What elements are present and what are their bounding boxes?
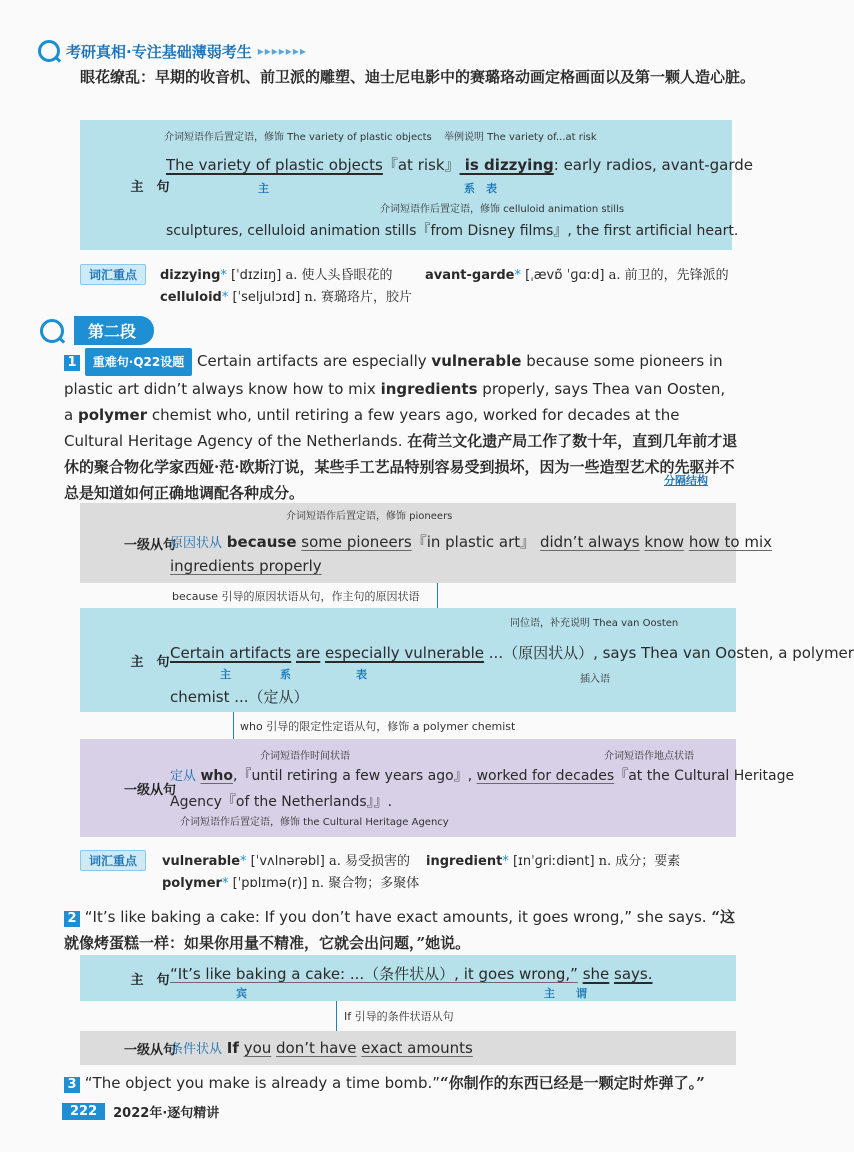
vocab-entry: ingredient* [ɪnˈɡriːdiənt] n. 成分；要素 <box>426 854 681 869</box>
role-subject: 主 <box>544 987 555 1000</box>
search-q-icon <box>38 40 60 62</box>
example-phrase: : early radios, avant-garde <box>553 156 753 174</box>
main-subject: Certain artifacts <box>170 644 292 662</box>
box-label: 主 句 <box>130 654 170 670</box>
sentence-translation: “这就像烤蛋糕一样：如果你用量不精准，它就会出问题，”她说。 <box>64 908 735 952</box>
analysis-box-clause-2 <box>80 739 795 837</box>
vocab-phonetic: [ˈvʌlnərəbl] <box>250 854 325 869</box>
connector-label: who 引导的限定性定语从句，修饰 a polymer chemist <box>240 720 516 733</box>
annotation-example: 举例说明 The variety of...at risk <box>444 132 597 143</box>
conjunction: because <box>226 533 297 551</box>
clause-object: how to mix <box>688 533 773 551</box>
clause-predicate: don’t have <box>276 1039 357 1057</box>
sentence-line-1 <box>170 963 653 984</box>
footer-title: 2022年·逐句精讲 <box>113 1106 220 1121</box>
section-title: 第二段 <box>74 316 154 345</box>
modifier-phrase: 『at the Cultural Heritage <box>614 768 795 784</box>
vocab-word: vulnerable <box>162 854 241 869</box>
analysis-box-clause-1 <box>80 503 773 583</box>
clause-subject: who <box>200 768 233 784</box>
sentence-text: Certain artifacts are especially <box>197 352 432 370</box>
clause-predicate: didn’t always <box>539 533 640 551</box>
role-predicative: 表 <box>356 668 367 681</box>
sentence-number: 3 <box>64 1077 80 1093</box>
modifier-phrase: 『in plastic art』 <box>411 533 536 551</box>
vocab-word: ingredient <box>426 854 503 869</box>
vocab-phonetic: [ˈpɒlɪmə(r)] <box>232 876 308 891</box>
vocab-word: celluloid <box>160 290 222 305</box>
analysis-box-main-1 <box>80 120 753 250</box>
vocab-tag: 词汇重点 <box>80 264 146 285</box>
sentence-line-1 <box>166 154 753 175</box>
vocab-phonetic: [ɪnˈɡriːdiənt] <box>512 854 595 869</box>
vocab-word: avant-garde <box>425 268 515 283</box>
connector-line <box>233 712 234 740</box>
key-word: ingredients <box>380 380 478 398</box>
sentence-number: 1 <box>64 355 80 371</box>
analysis-box-main-3 <box>80 955 736 1001</box>
main-link-verb: are <box>296 644 321 662</box>
clause-subject: you <box>243 1039 272 1057</box>
role-subject: 主 <box>258 182 269 195</box>
sentence-line-2: Agency『of the Netherlands』』. <box>170 794 393 810</box>
box-label: 一级从句 <box>123 1042 176 1058</box>
vocab-definition: a. 前卫的，先锋派的 <box>608 268 729 283</box>
main-verb: says. <box>614 965 653 983</box>
box-label: 一级从句 <box>123 537 176 553</box>
role-link-predicative: 系 表 <box>464 182 497 195</box>
analysis-box-clause-3 <box>80 1031 736 1065</box>
header-title: 考研真相·专注基础薄弱考生 <box>66 42 252 61</box>
vocab-definition: a. 使人头昏眼花的 <box>285 268 393 283</box>
sentence-line-2: chemist ...（定从） <box>170 688 309 706</box>
connector-label: If 引导的条件状语从句 <box>344 1010 454 1023</box>
sentence-line-2: sculptures, celluloid animation stills『from Disney films』, the first artificial heart. <box>166 223 739 239</box>
key-word: vulnerable <box>431 352 522 370</box>
box-label: 主 句 <box>130 972 170 988</box>
vocab-tag: 词汇重点 <box>80 850 146 871</box>
split-structure-label: 分隔结构 <box>664 474 708 487</box>
clause-subject: some pioneers <box>301 533 412 551</box>
sentence-translation: “你制作的东西已经是一颗定时炸弹了。” <box>440 1074 705 1092</box>
vocab-entry: polymer* [ˈpɒlɪmə(r)] n. 聚合物；多聚体 <box>162 876 420 891</box>
sentence-line-2 <box>170 557 322 575</box>
vocab-phonetic: [ˈdɪziɪŋ] <box>231 268 282 283</box>
search-q-icon <box>40 319 64 343</box>
conjunction: If <box>226 1039 239 1057</box>
sentence-line-1 <box>170 531 772 552</box>
box-label: 一级从句 <box>123 782 176 798</box>
vocab-entry: dizzying* [ˈdɪziɪŋ] a. 使人头昏眼花的 <box>160 268 393 283</box>
annotation-postmodifier: 介词短语作后置定语，修饰 the Cultural Heritage Agency <box>180 817 449 828</box>
role-subject: 主 <box>220 668 231 681</box>
clause-tag: 原因状从 <box>170 536 223 551</box>
annotation-time: 介词短语作时间状语 <box>260 751 350 762</box>
clause-object: exact amounts <box>361 1039 473 1057</box>
vocab-definition: n. 成分；要素 <box>598 854 681 869</box>
annotation-place: 介词短语作地点状语 <box>604 751 694 762</box>
sentence-line-1 <box>170 642 854 663</box>
sentence-line-1 <box>170 765 794 785</box>
page-number: 222 <box>62 1103 105 1120</box>
sentence-text: “It’s like baking a cake: If you don’t have exact amounts, it goes wrong,” she says. <box>84 908 712 926</box>
clause-predicate: worked for decades <box>476 768 615 784</box>
annotation-postmodifier: 介词短语作后置定语，修饰 pioneers <box>286 511 453 522</box>
analysis-box-main-2 <box>80 608 854 712</box>
sentence-text: chemist who, until retiring a few years ago, worked for decades at the Cultural Heritage Agency of the Netherlands. <box>64 406 680 450</box>
clause-tag: 定从 <box>170 769 197 784</box>
modifier-phrase: ,『until retiring a few years ago』, <box>233 768 473 784</box>
annotation-appositive: 同位语，补充说明 Thea van Oosten <box>510 618 679 629</box>
clause-verb: know <box>644 533 685 551</box>
sentence-text: “The object you make is already a time bomb.” <box>84 1074 441 1092</box>
page-footer <box>62 1102 219 1121</box>
vocab-entry: celluloid* [ˈseljulɔɪd] n. 赛璐珞片，胶片 <box>160 290 413 305</box>
main-predicative: especially vulnerable <box>325 644 484 662</box>
modifier-phrase: 『at risk』 <box>382 156 460 174</box>
annotation-insert: 插入语 <box>580 674 610 685</box>
header-arrows: ▸▸▸▸▸▸▸ <box>257 44 307 58</box>
sentence-1-paragraph <box>64 348 738 506</box>
connector-line <box>336 1001 337 1031</box>
sentence-translation: 在荷兰文化遗产局工作了数十年，直到几年前才退休的聚合物化学家西娅·范·欧斯汀说，某些手工艺品特别容易受到损坏，因为一些造型艺术的先驱并不总是知道如何正确地调配各种成分。 <box>64 432 738 502</box>
main-rest: ...（原因状从）, says Thea van Oosten, a polymer <box>488 644 854 662</box>
page-header <box>38 40 307 62</box>
vocab-block-1 <box>80 262 760 306</box>
annotation-postmodifier: 介词短语作后置定语，修饰 The variety of plastic objects <box>164 132 432 143</box>
sentence-text: because some pioneers in plastic art didn’t always know how to mix <box>64 352 723 398</box>
sentence-3-paragraph <box>64 1070 738 1096</box>
vocab-phonetic: [ˌævɒ̃ ˈɡɑːd] <box>525 268 605 283</box>
vocab-definition: a. 易受损害的 <box>328 854 410 869</box>
intro-translation: 眼花缭乱：早期的收音机、前卫派的雕塑、迪士尼电影中的赛璐珞动画定格画面以及第一颗人造心脏。 <box>80 68 756 86</box>
sentence-2-paragraph <box>64 904 738 956</box>
subject-phrase: The variety of plastic objects <box>166 156 383 174</box>
section-heading <box>40 316 154 345</box>
vocab-entry: avant-garde* [ˌævɒ̃ ˈɡɑːd] a. 前卫的，先锋派的 <box>425 268 729 283</box>
role-verb: 谓 <box>576 987 587 1000</box>
sentence-line-1 <box>170 1038 473 1057</box>
vocab-word: polymer <box>162 876 222 891</box>
box-label: 主 句 <box>130 179 170 195</box>
sentence-number: 2 <box>64 911 80 927</box>
clause-tag: 条件状从 <box>170 1042 223 1057</box>
role-link: 系 <box>280 668 291 681</box>
main-object-quote: “It’s like baking a cake: ...（条件状从）, it goes wrong,” <box>170 965 578 983</box>
key-word: polymer <box>77 406 148 424</box>
vocab-block-2 <box>80 848 760 892</box>
connector-label: because 引导的原因状语从句，作主句的原因状语 <box>172 590 420 603</box>
role-object: 宾 <box>236 987 247 1000</box>
clause-object: ingredients properly <box>170 557 322 575</box>
annotation-postmodifier-2: 介词短语作后置定语，修饰 celluloid animation stills <box>380 204 625 215</box>
main-subject: she <box>582 965 610 983</box>
difficulty-tag: 重难句·Q22设题 <box>85 348 192 376</box>
vocab-entry: vulnerable* [ˈvʌlnərəbl] a. 易受损害的 <box>162 854 410 869</box>
vocab-definition: n. 聚合物；多聚体 <box>311 876 420 891</box>
sentence-text: properly, says Thea van Oosten, a <box>64 380 726 424</box>
vocab-phonetic: [ˈseljulɔɪd] <box>232 290 301 305</box>
vocab-definition: n. 赛璐珞片，胶片 <box>304 290 413 305</box>
predicate-phrase: is dizzying <box>459 156 554 174</box>
vocab-word: dizzying <box>160 268 221 283</box>
